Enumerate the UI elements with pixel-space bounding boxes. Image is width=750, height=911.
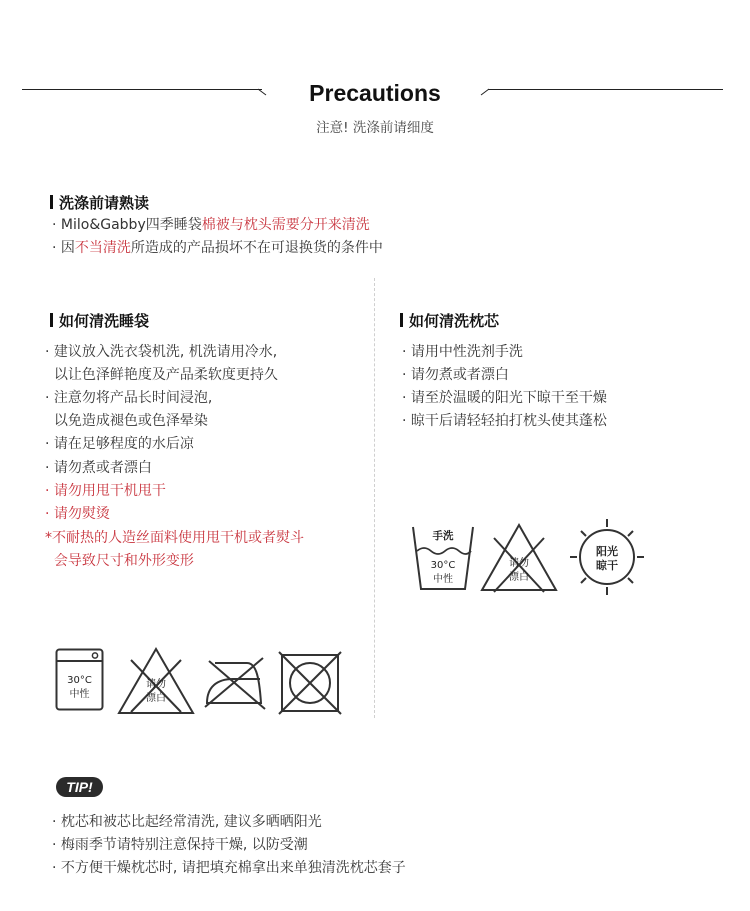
no-tumble-dry-icon <box>278 651 342 715</box>
sleeping-bag-line: 以免造成褪色或色泽晕染 <box>45 413 208 429</box>
sleeping-bag-line: · 建议放入洗衣袋机洗, 机洗请用冷水, <box>45 344 278 360</box>
read-line-2-suffix: 所造成的产品损坏不在可退换货的条件中 <box>130 240 383 256</box>
read-line-2-text: · 因 <box>52 240 75 256</box>
hand-wash-temp: 30°C <box>430 560 456 571</box>
tip-line: · 不方便干燥枕芯时, 请把填充棉拿出来单独清洗枕芯套子 <box>52 860 406 876</box>
read-line-2 <box>52 237 383 261</box>
pillow-line: · 请勿煮或者漂白 <box>402 367 509 383</box>
sleeping-bag-line: 以让色泽鲜艳度及产品柔软度更持久 <box>45 367 278 383</box>
machine-wash-mode: 中性 <box>69 689 90 700</box>
hand-wash-mode: 中性 <box>433 574 453 585</box>
sleeping-bag-warning: 会导致尺寸和外形变形 <box>45 553 194 569</box>
tip-badge: TIP! <box>56 777 103 797</box>
no-bleach-icon <box>480 522 558 594</box>
pillow-line: · 请至於温暖的阳光下晾干至干燥 <box>402 390 607 406</box>
tip-line: · 枕芯和被芯比起经常清洗, 建议多晒晒阳光 <box>52 814 322 830</box>
pillow-line: · 请用中性洗剂手洗 <box>402 344 523 360</box>
page-subtitle: 注意! 洗涤前请细度 <box>316 120 434 136</box>
sun-dry-label-2: 晾干 <box>596 559 618 572</box>
sleeping-bag-line: · 请勿煮或者漂白 <box>45 460 152 476</box>
no-bleach-label-2: 漂白 <box>146 693 166 704</box>
sun-dry-icon <box>570 518 644 596</box>
tip-line: · 梅雨季节请特别注意保持干燥, 以防受潮 <box>52 837 308 853</box>
read-line-1-highlight: 棉被与枕头需要分开来清洗 <box>201 217 370 233</box>
sleeping-bag-warning: · 请勿用甩干机甩干 <box>45 483 166 499</box>
section-read-heading: 洗涤前请熟读 <box>50 192 149 213</box>
no-bleach-label-1: 请勿 <box>146 679 166 690</box>
hand-wash-label: 手洗 <box>432 530 454 542</box>
no-bleach-label-2: 漂白 <box>509 572 529 583</box>
page-title: Precautions <box>309 80 441 106</box>
read-line-1 <box>52 214 370 238</box>
machine-wash-temp: 30°C <box>67 675 92 686</box>
sleeping-bag-line: · 注意勿将产品长时间浸泡, <box>45 390 213 406</box>
sun-dry-label-1: 阳光 <box>596 545 618 558</box>
read-line-2-highlight: 不当清洗 <box>74 240 131 256</box>
sleeping-bag-warning: *不耐热的人造丝面料使用甩干机或者熨斗 <box>45 530 304 546</box>
section-pillow-heading: 如何清洗枕芯 <box>400 310 499 331</box>
machine-wash-icon <box>55 648 105 712</box>
pillow-line: · 晾干后请轻轻拍打枕头使其蓬松 <box>402 413 607 429</box>
no-iron-icon <box>203 655 267 711</box>
sleeping-bag-warning: · 请勿熨烫 <box>45 506 110 522</box>
hand-wash-icon <box>410 523 476 595</box>
section-sleeping-bag-heading: 如何清洗睡袋 <box>50 310 149 331</box>
read-line-1-text: · Milo&Gabby四季睡袋 <box>52 217 202 233</box>
no-bleach-label-1: 请勿 <box>509 558 529 569</box>
column-divider <box>374 278 375 718</box>
no-bleach-icon <box>117 646 195 716</box>
sleeping-bag-line: · 请在足够程度的水后凉 <box>45 436 194 452</box>
